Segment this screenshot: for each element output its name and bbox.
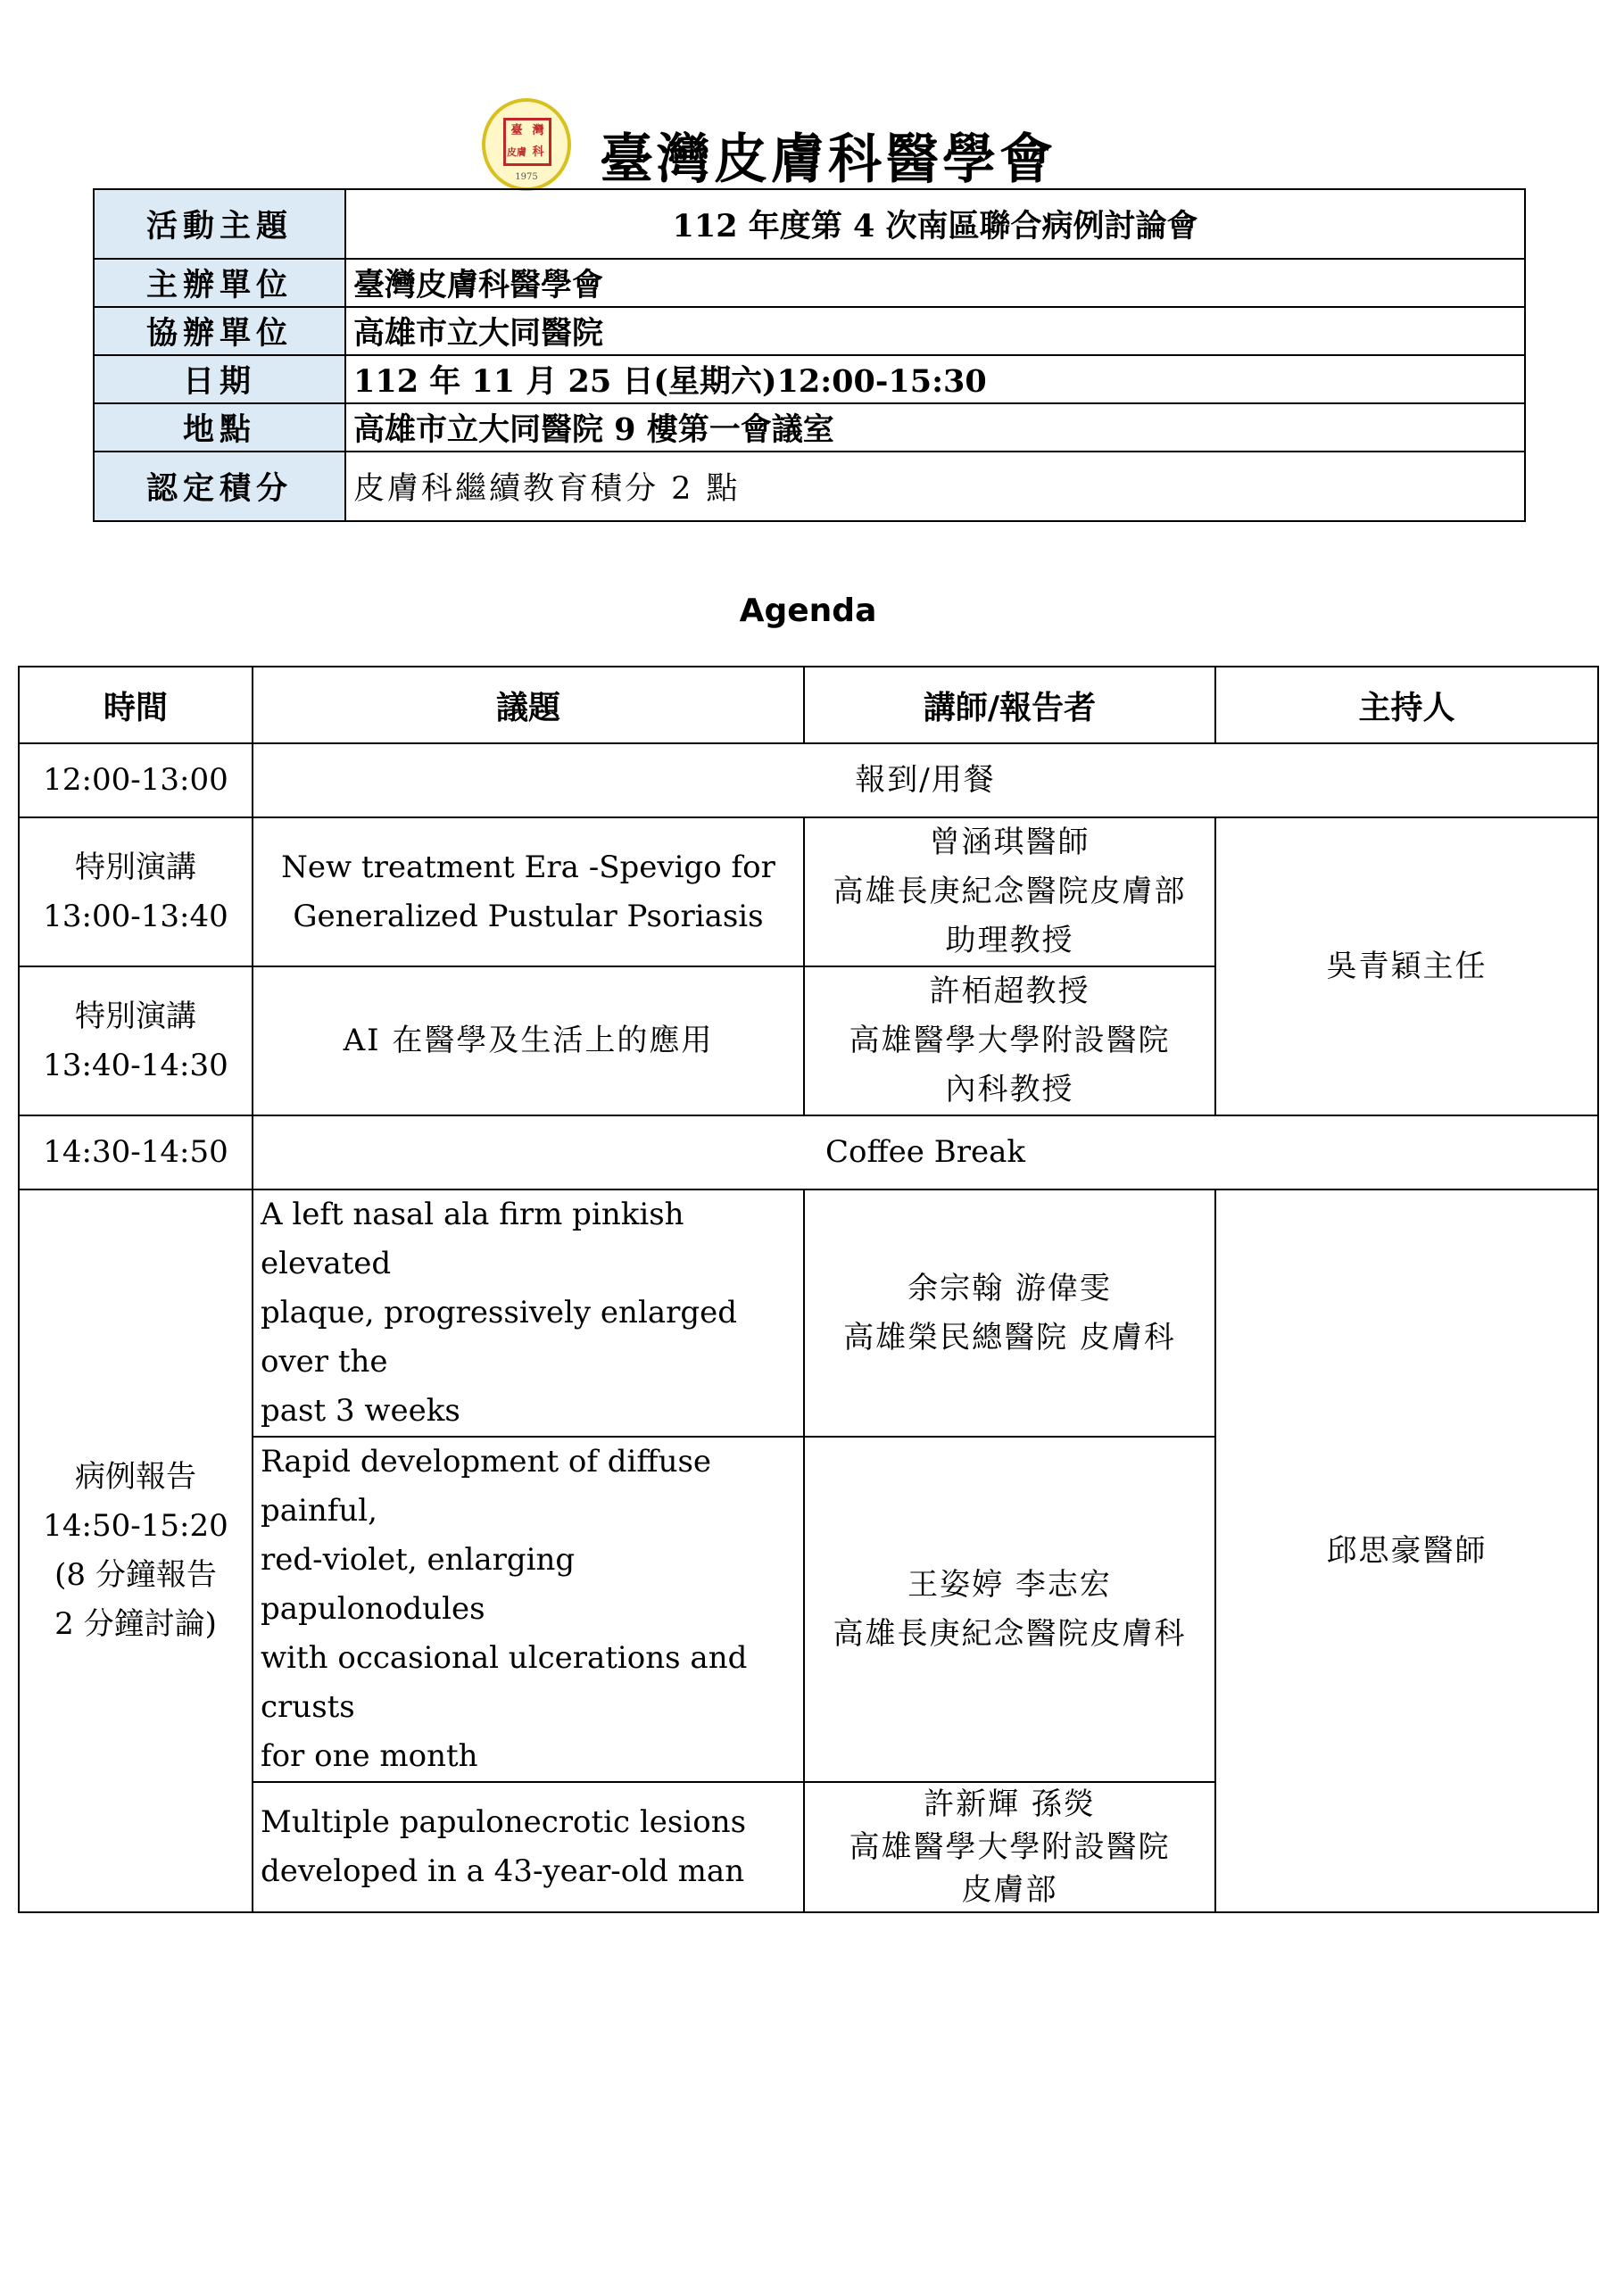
agenda-table — [18, 666, 1599, 1913]
co-organizer: 高雄市立大同醫院 — [345, 307, 1525, 355]
info-row-theme: 活動主題 112 年度第 4 次南區聯合病例討論會 — [94, 189, 1525, 259]
organization-title: 臺灣皮膚科醫學會 — [600, 128, 1057, 191]
organizer: 臺灣皮膚科醫學會 — [345, 259, 1525, 307]
host-session-1: 吳青穎主任 — [1215, 817, 1598, 1115]
agenda-title: Agenda — [739, 593, 877, 629]
agenda-row-case-1: 病例報告 14:50-15:20 (8 分鐘報告 2 分鐘討論) A left nasal ala firm pinkish elevated plaque, progressively enlarged over the past 3 weeks 余宗翰 游偉雯 高雄榮民總醫院 皮膚科 邱思豪醫師 — [19, 1189, 1598, 1437]
event-theme: 112 年度第 4 次南區聯合病例討論會 — [345, 189, 1525, 259]
host-cases: 邱思豪醫師 — [1215, 1189, 1598, 1912]
event-info-table — [93, 188, 1526, 522]
info-row-organizer: 主辦單位 臺灣皮膚科醫學會 — [94, 259, 1525, 307]
agenda-row-case-2: Rapid development of diffuse painful, red-violet, enlarging papulonodules with occasional ulcerations and crusts for one month 王姿婷 李志宏 高雄長庚紀念醫院皮膚科 — [19, 1437, 1598, 1782]
event-date: 112 年 11 月 25 日(星期六)12:00-15:30 — [345, 355, 1525, 403]
agenda-header-row: 時間 議題 講師/報告者 主持人 — [19, 667, 1598, 743]
info-row-credits: 認定積分 皮膚科繼續教育積分 2 點 — [94, 452, 1525, 521]
info-row-date: 日期 112 年 11 月 25 日(星期六)12:00-15:30 — [94, 355, 1525, 403]
agenda-row-registration: 12:00-13:00 報到/用餐 — [19, 743, 1598, 817]
info-row-location: 地點 高雄市立大同醫院 9 樓第一會議室 — [94, 403, 1525, 452]
association-logo: 臺 灣 皮膚 科 1975 — [482, 98, 571, 191]
page-header — [482, 75, 1124, 191]
event-location: 高雄市立大同醫院 9 樓第一會議室 — [345, 403, 1525, 452]
info-row-co-organizer: 協辦單位 高雄市立大同醫院 — [94, 307, 1525, 355]
agenda-row-case-3: Multiple papulonecrotic lesions developed in a 43-year-old man 許新輝 孫熒 高雄醫學大學附設醫院 皮膚部 — [19, 1782, 1598, 1912]
agenda-row-special-talk-2: 特別演講 13:40-14:30 AI 在醫學及生活上的應用 許栢超教授 高雄醫學大學附設醫院 內科教授 — [19, 966, 1598, 1115]
agenda-row-special-talk-1: 特別演講 13:00-13:40 New treatment Era -Spevigo for Generalized Pustular Psoriasis 曾涵琪醫師 高雄長庚紀念醫院皮膚部 助理教授 吳青穎主任 — [19, 817, 1598, 966]
agenda-row-coffee-break: 14:30-14:50 Coffee Break — [19, 1115, 1598, 1189]
event-credits: 皮膚科繼續教育積分 2 點 — [345, 452, 1525, 521]
